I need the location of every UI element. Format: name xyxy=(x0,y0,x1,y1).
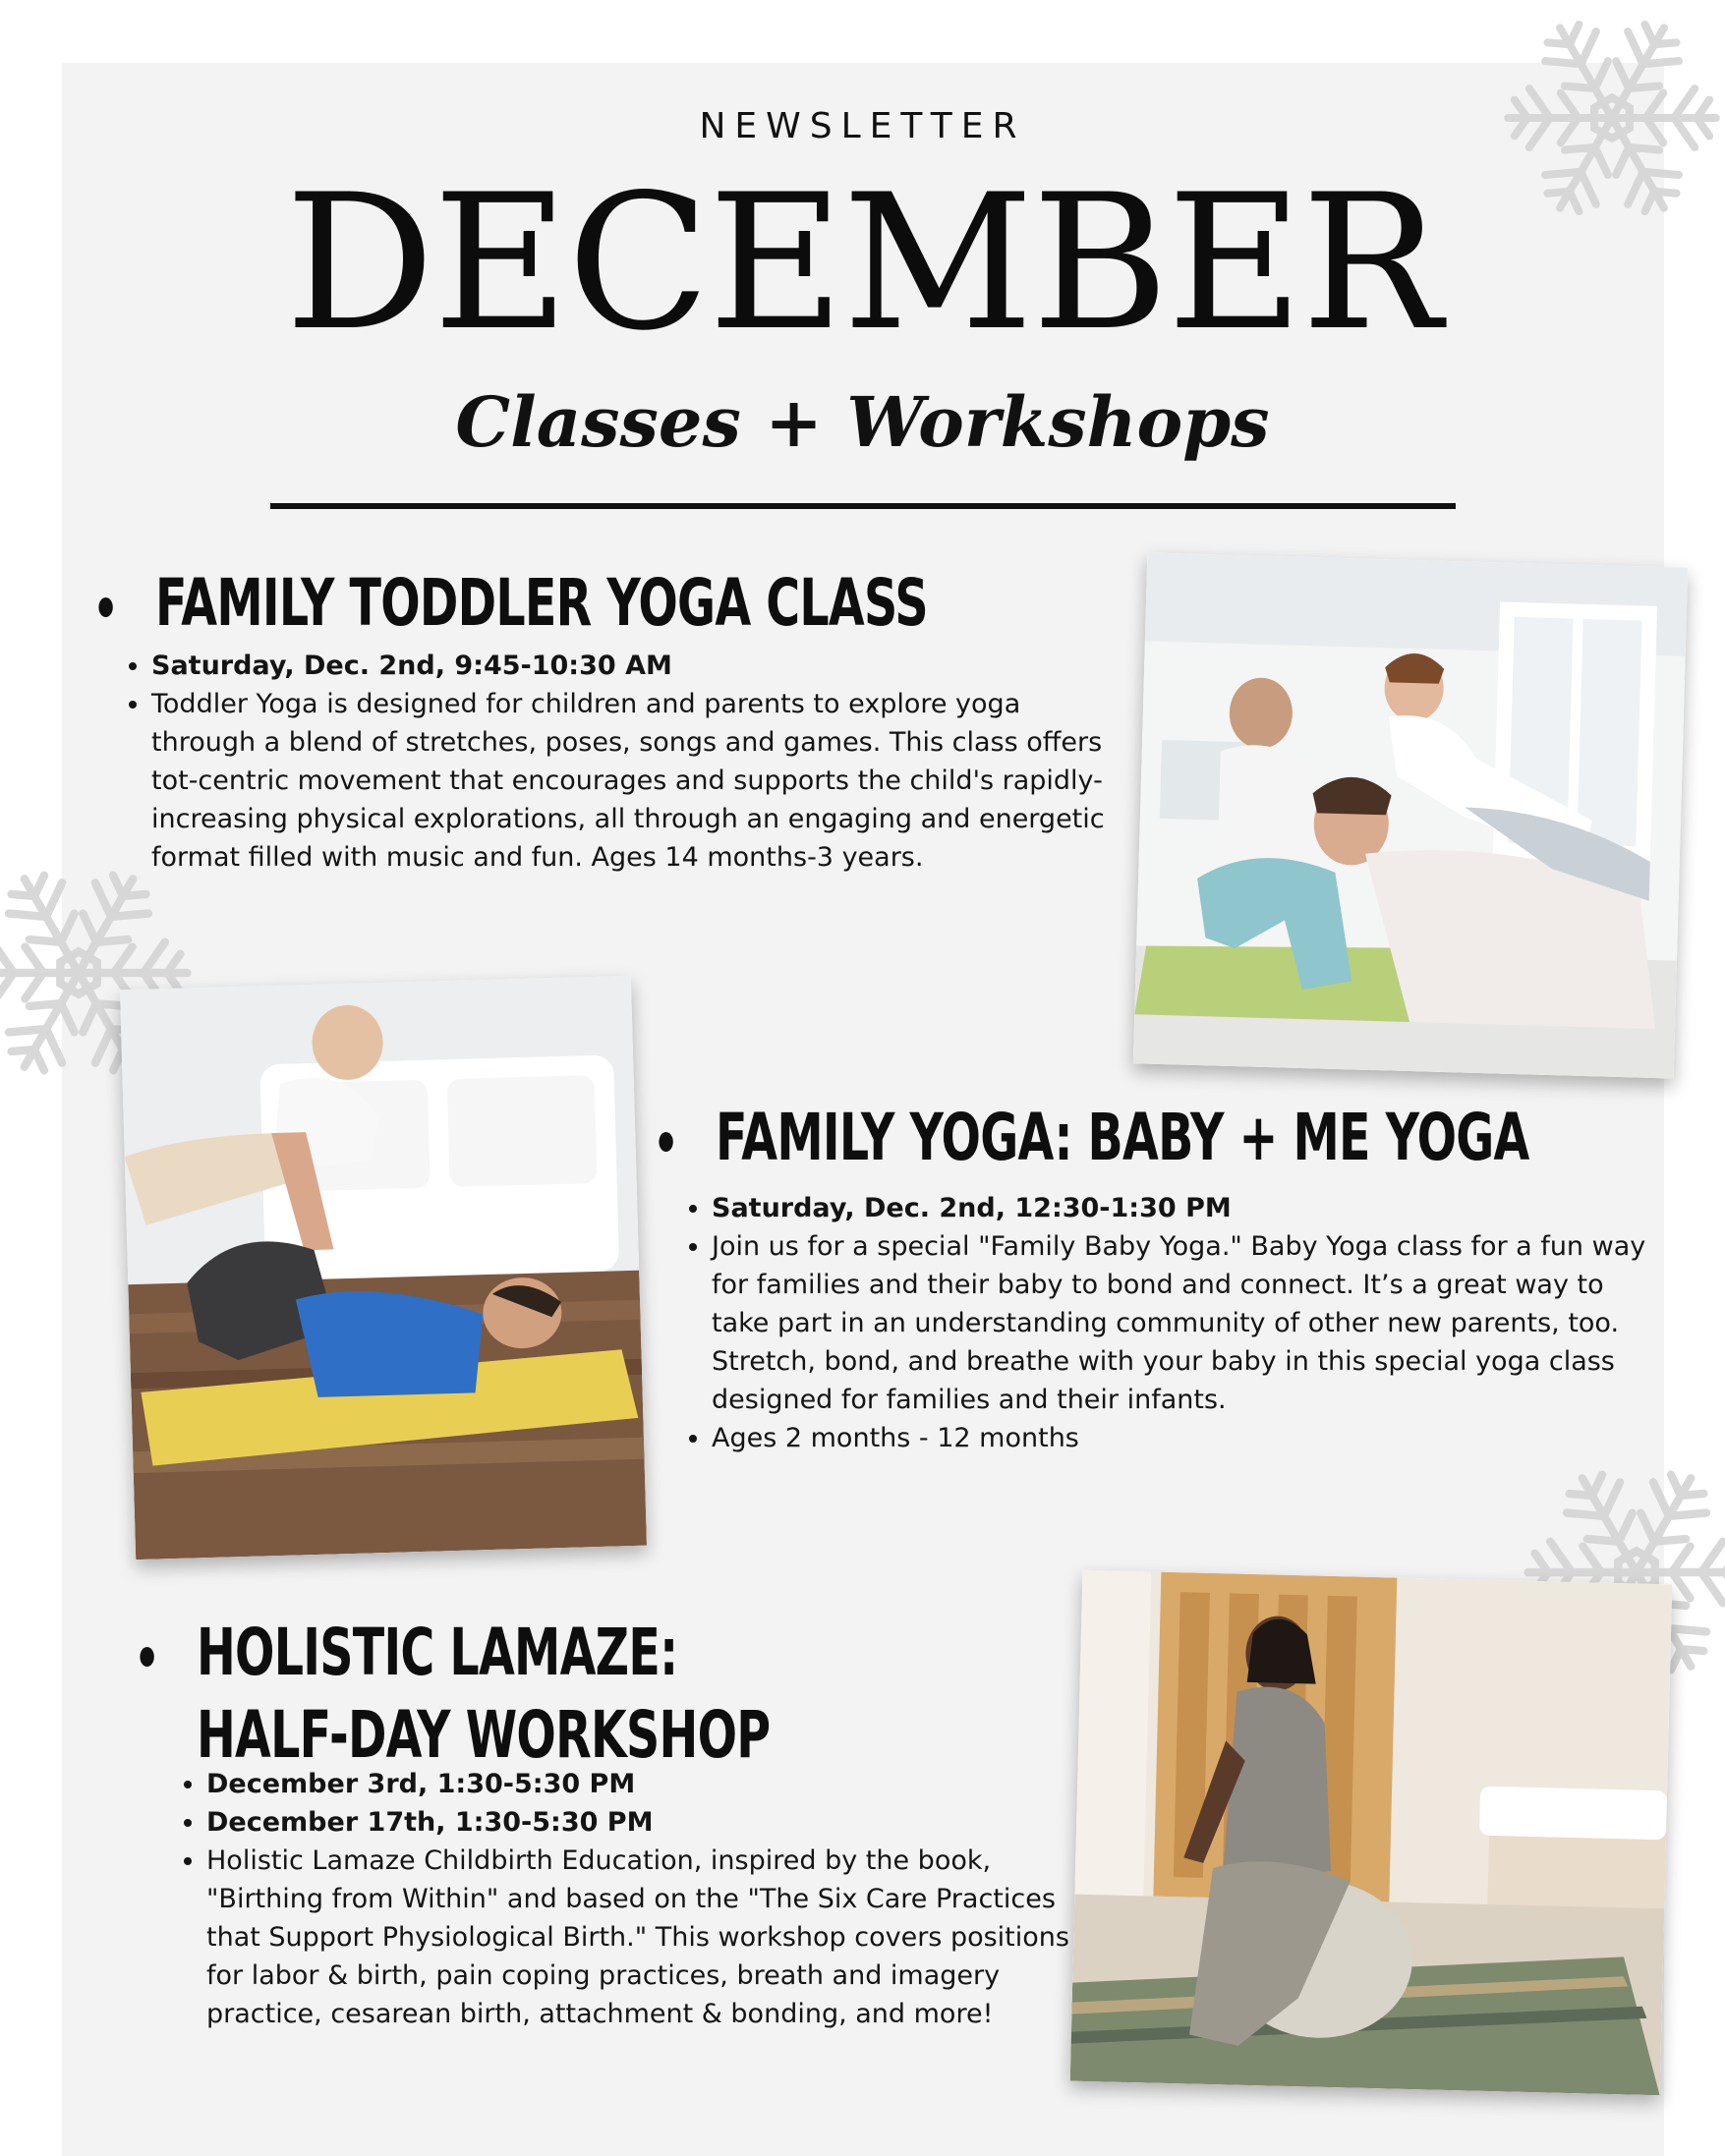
detail-item-description: • Join us for a special "Family Baby Yoga." Baby Yoga class for a fun way for families and their baby to bond and connect. It’s a great way to take part in an understanding community of other new parents, too. Stretch, bond, and breathe with your baby in this special yoga class designed for families and their infants. xyxy=(712,1227,1655,1419)
section-heading-toddler-yoga xyxy=(155,562,928,645)
detail-item-description: • Toddler Yoga is designed for children and parents to explore yoga through a blend of stretches, poses, songs and games. This class offers tot-centric movement that encourages and supports the child's rapidly-increasing physical explorations, all through an engaging and energetic format filled with music and fun. Ages 14 months-3 years. xyxy=(151,685,1124,877)
detail-item-description: • Holistic Lamaze Childbirth Education, inspired by the book, "Birthing from Within" and based on the "The Six Care Practices that Support Physiological Birth." This workshop covers positions for labor & birth, pain coping practices, breath and imagery practice, cesarean birth, attachment & bonding, and more! xyxy=(206,1842,1111,2033)
section-details-baby-me-yoga xyxy=(674,1189,1655,1457)
page-title: DECEMBER xyxy=(284,154,1441,371)
heading-line: FAMILY YOGA: BABY + ME YOGA xyxy=(716,1100,1529,1175)
detail-item-date: • December 17th, 1:30-5:30 PM xyxy=(206,1803,1111,1842)
section-heading-holistic-lamaze xyxy=(197,1612,770,1777)
page-subtitle: Classes + Workshops xyxy=(455,381,1270,463)
detail-item-date: • Saturday, Dec. 2nd, 9:45-10:30 AM xyxy=(151,647,1124,685)
heading-line: FAMILY TODDLER YOGA CLASS xyxy=(155,565,928,641)
header-divider xyxy=(270,503,1456,509)
heading-line: HOLISTIC LAMAZE: xyxy=(197,1615,678,1690)
detail-item-date: • Saturday, Dec. 2nd, 12:30-1:30 PM xyxy=(712,1189,1655,1227)
heading-bullet-icon xyxy=(140,1647,153,1667)
heading-line: HALF-DAY WORKSHOP xyxy=(197,1697,771,1773)
heading-bullet-icon xyxy=(98,597,112,617)
section-heading-baby-me-yoga xyxy=(716,1097,1529,1179)
prenatal-birth-ball-photo xyxy=(1070,1570,1673,2096)
heading-bullet-icon xyxy=(659,1132,672,1152)
father-baby-yoga-photo xyxy=(120,976,647,1560)
family-toddler-yoga-photo xyxy=(1133,552,1688,1078)
section-details-holistic-lamaze xyxy=(169,1765,1111,2033)
detail-item-ages: • Ages 2 months - 12 months xyxy=(712,1419,1655,1457)
section-details-toddler-yoga xyxy=(114,647,1124,877)
detail-item-date: • December 3rd, 1:30-5:30 PM xyxy=(206,1765,1111,1803)
newsletter-kicker: NEWSLETTER xyxy=(699,106,1026,146)
